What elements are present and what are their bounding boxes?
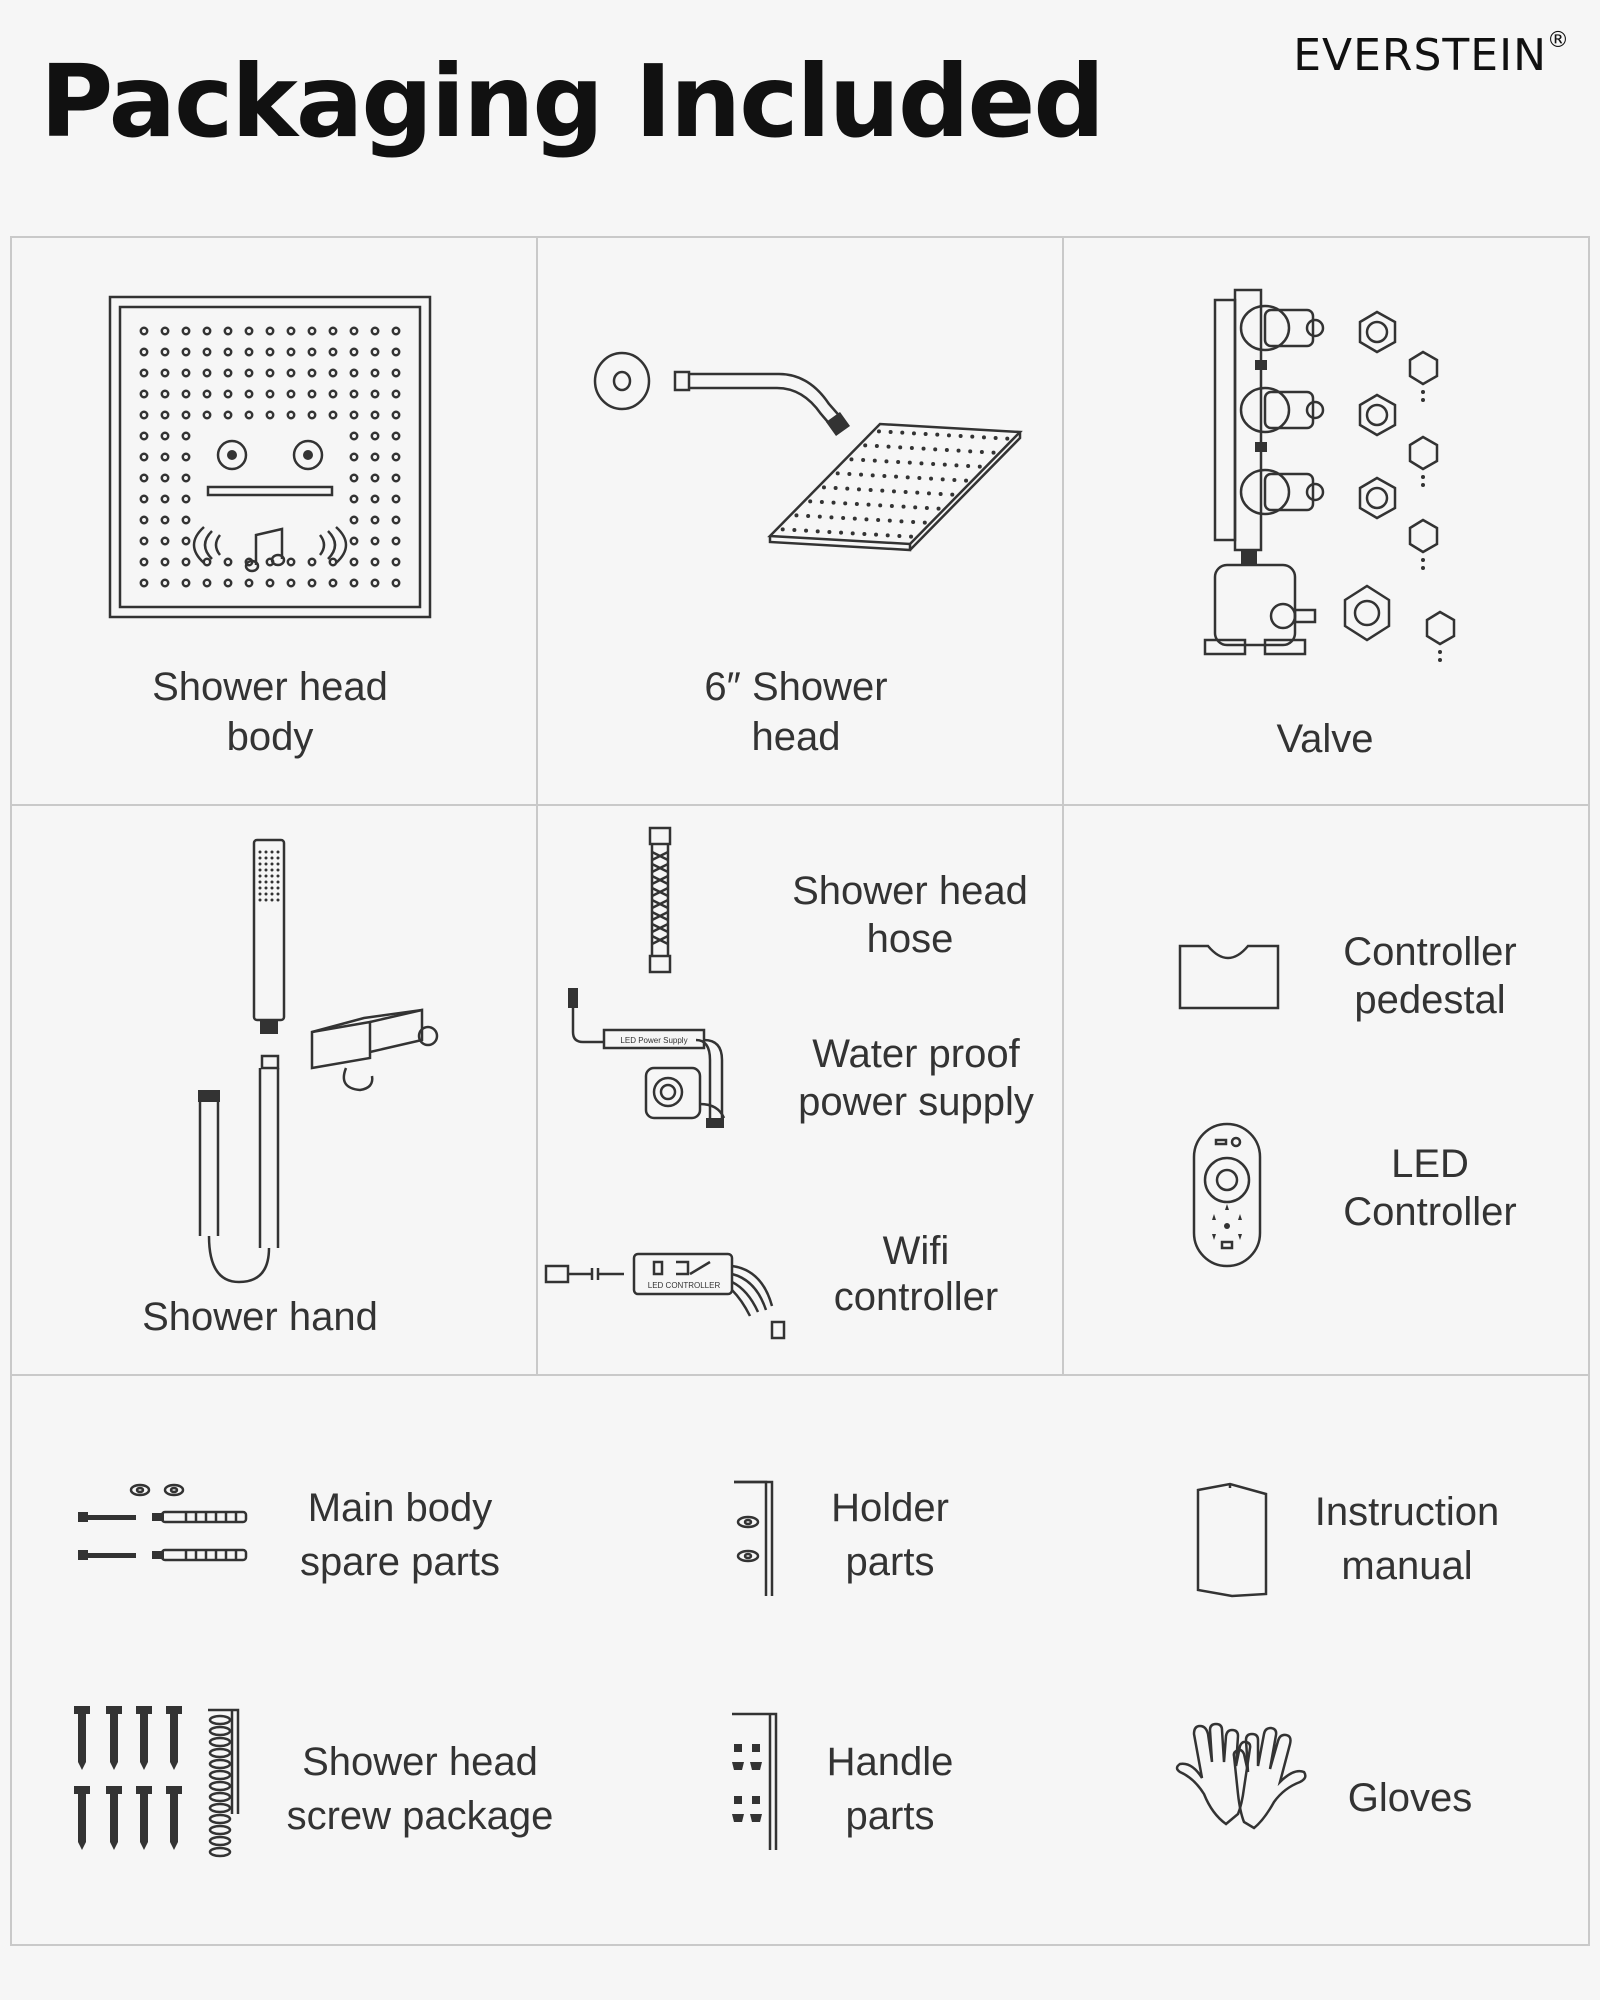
label-six-inch-shower-head: 6″ Shower head: [704, 665, 888, 759]
screw-package-icon: [70, 1706, 250, 1866]
wifi-controller-icon: [546, 1246, 796, 1346]
grid-border-top: [10, 236, 1590, 238]
power-supply-box-text: LED Power Supply: [620, 1036, 688, 1045]
hand-shower-icon: [190, 836, 450, 1286]
label-instruction-manual: Instruction manual: [1314, 1490, 1500, 1588]
handle-parts-icon: [728, 1710, 782, 1852]
remote-controller-icon: [1192, 1122, 1262, 1268]
shower-head-body-icon: [108, 295, 432, 619]
label-shower-head-hose: Shower head hose: [792, 869, 1028, 961]
brand-name: EVERSTEIN: [1293, 30, 1547, 81]
grid-border-row1: [10, 804, 1590, 806]
label-shower-head-body: Shower head body: [152, 665, 388, 759]
wifi-box-text: LED CONTROLLER: [647, 1281, 721, 1290]
label-valve: Valve: [1276, 717, 1374, 761]
valve-icon: [1205, 280, 1465, 680]
shower-head-hose-icon: [640, 826, 680, 974]
holder-parts-icon: [730, 1478, 780, 1598]
brand-logo: [1293, 30, 1570, 81]
grid-border-left: [10, 236, 12, 1946]
label-gloves: Gloves: [1347, 1776, 1473, 1820]
label-controller-pedestal: Controller pedestal: [1343, 930, 1517, 1022]
label-handle-parts: Handle parts: [826, 1740, 954, 1838]
label-main-body-spare-parts: Main body spare parts: [299, 1486, 501, 1584]
registered-mark: ®: [1547, 28, 1570, 53]
rain-shower-head-icon: [590, 350, 1010, 550]
instruction-manual-icon: [1196, 1482, 1270, 1596]
label-led-controller: LED Controller: [1343, 1142, 1517, 1234]
gloves-icon: [1166, 1724, 1316, 1832]
grid-border-right: [1588, 236, 1590, 1946]
power-supply-icon: [560, 988, 740, 1138]
grid-border-row2: [10, 1374, 1590, 1376]
grid-border-bottom: [10, 1944, 1590, 1946]
main-body-spare-parts-icon: [76, 1482, 248, 1564]
controller-pedestal-icon: [1178, 944, 1280, 1010]
label-holder-parts: Holder parts: [831, 1486, 949, 1584]
label-shower-hand: Shower hand: [142, 1295, 378, 1339]
grid-col-divider-2: [1062, 236, 1064, 1376]
label-wifi-controller: Wifi controller: [833, 1229, 999, 1319]
label-shower-head-screw-package: Shower head screw package: [286, 1740, 554, 1838]
page-title: Packaging Included: [40, 43, 1103, 160]
grid-col-divider-1: [536, 236, 538, 1376]
label-water-proof-power-supply: Water proof power supply: [798, 1032, 1034, 1124]
